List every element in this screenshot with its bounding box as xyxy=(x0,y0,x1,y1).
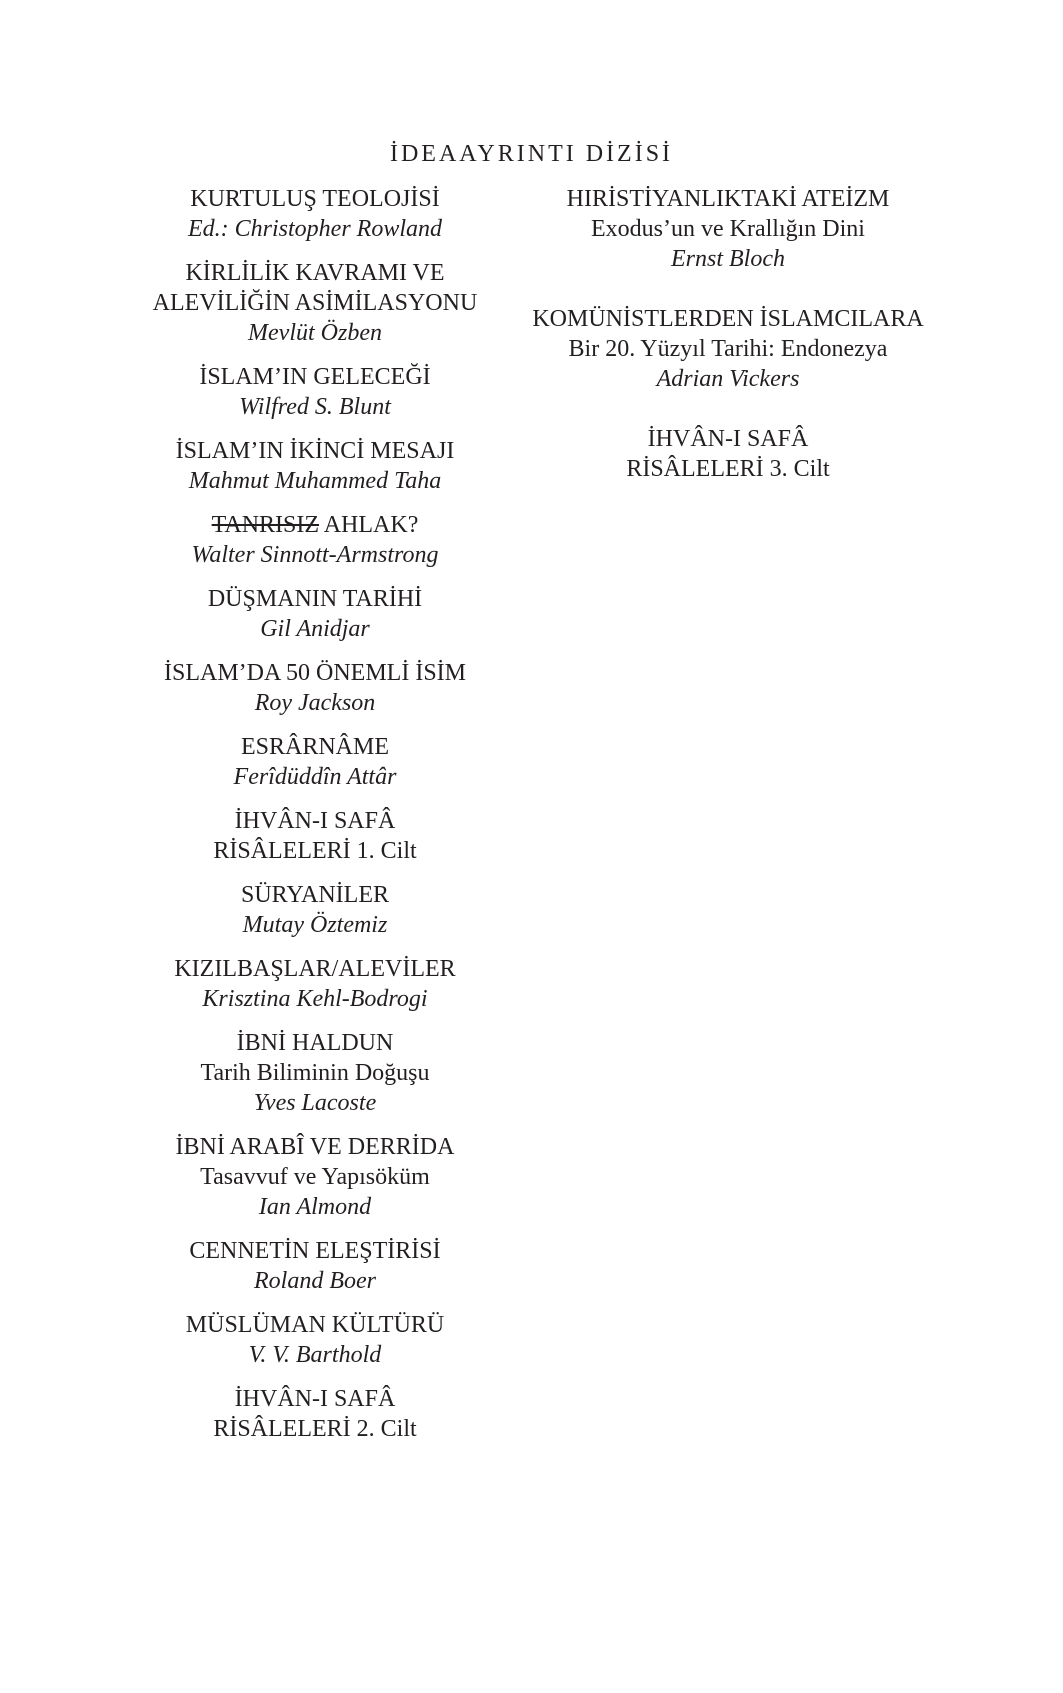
book-subtitle: Bir 20. Yüzyıl Tarihi: Endonezya xyxy=(568,336,888,362)
book-author: Mevlüt Özben xyxy=(248,320,382,346)
book-subtitle: Tarih Biliminin Doğuşu xyxy=(200,1060,430,1086)
book-author: Mutay Öztemiz xyxy=(242,912,388,938)
book-entry xyxy=(130,1236,500,1296)
book-author: Roy Jackson xyxy=(254,690,376,716)
book-title: ESRÂRNÂME xyxy=(240,734,390,760)
series-title: İDEAAYRINTI DİZİSİ xyxy=(389,141,674,167)
book-author: Wilfred S. Blunt xyxy=(239,394,391,420)
book-entry xyxy=(130,880,500,940)
book-entry xyxy=(130,658,500,718)
book-title: RİSÂLELERİ 3. Cilt xyxy=(626,456,830,482)
book-subtitle: Tasavvuf ve Yapısöküm xyxy=(200,1164,430,1190)
book-title: İHVÂN-I SAFÂ xyxy=(647,426,809,452)
book-title: CENNETİN ELEŞTİRİSİ xyxy=(189,1238,441,1264)
book-entry xyxy=(130,362,500,422)
book-author: Ed.: Christopher Rowland xyxy=(187,216,442,242)
book-author: Walter Sinnott-Armstrong xyxy=(191,542,439,568)
book-title: KURTULUŞ TEOLOJİSİ xyxy=(190,186,440,212)
book-title: RİSÂLELERİ 1. Cilt xyxy=(213,838,417,864)
book-author: Roland Boer xyxy=(254,1268,376,1294)
left-book-column xyxy=(130,184,500,1458)
book-entry xyxy=(130,510,500,570)
book-entry xyxy=(130,954,500,1014)
book-author: Krisztina Kehl-Bodrogi xyxy=(202,986,428,1012)
book-author: Ferîdüddîn Attâr xyxy=(233,764,397,790)
book-title: KIZILBAŞLAR/ALEVİLER xyxy=(174,956,456,982)
book-title-rest: AHLAK? xyxy=(319,512,419,538)
book-entry xyxy=(528,424,928,484)
book-author: V. V. Barthold xyxy=(248,1342,382,1368)
book-author: Ian Almond xyxy=(258,1194,372,1220)
book-entry xyxy=(130,258,500,348)
book-entry xyxy=(130,184,500,244)
book-title: HIRİSTİYANLIKTAKİ ATEİZM xyxy=(566,186,890,212)
book-entry xyxy=(130,436,500,496)
book-title: İSLAM’IN İKİNCİ MESAJI xyxy=(175,438,455,464)
book-author: Adrian Vickers xyxy=(656,366,800,392)
book-entry xyxy=(130,732,500,792)
book-title: MÜSLÜMAN KÜLTÜRÜ xyxy=(185,1312,445,1338)
book-title: KİRLİLİK KAVRAMI VE xyxy=(185,260,445,286)
book-title: İBNİ ARABÎ VE DERRİDA xyxy=(175,1134,455,1160)
book-title: İSLAM’DA 50 ÖNEMLİ İSİM xyxy=(164,660,466,686)
book-author: Mahmut Muhammed Taha xyxy=(188,468,442,494)
book-title: ALEVİLİĞİN ASİMİLASYONU xyxy=(152,290,478,316)
book-title: İHVÂN-I SAFÂ xyxy=(234,1386,396,1412)
struck-title-word: TANRISIZ xyxy=(211,512,320,538)
book-title: RİSÂLELERİ 2. Cilt xyxy=(213,1416,417,1442)
book-author: Ernst Bloch xyxy=(671,246,785,272)
book-author: Gil Anidjar xyxy=(260,616,370,642)
book-entry xyxy=(130,1310,500,1370)
right-book-column xyxy=(528,184,928,514)
book-author: Yves Lacoste xyxy=(253,1090,377,1116)
book-title: İSLAM’IN GELECEĞİ xyxy=(199,364,431,390)
book-title: İBNİ HALDUN xyxy=(236,1030,394,1056)
book-entry xyxy=(528,184,928,274)
book-entry xyxy=(130,806,500,866)
book-entry xyxy=(130,1132,500,1222)
book-subtitle: Exodus’un ve Krallığın Dini xyxy=(591,216,865,242)
book-title: İHVÂN-I SAFÂ xyxy=(234,808,396,834)
book-entry xyxy=(130,1028,500,1118)
book-entry xyxy=(130,1384,500,1444)
book-title: SÜRYANİLER xyxy=(240,882,390,908)
book-entry xyxy=(528,304,928,394)
book-title: DÜŞMANIN TARİHİ xyxy=(207,586,423,612)
book-entry xyxy=(130,584,500,644)
book-title xyxy=(130,510,500,540)
book-title: KOMÜNİSTLERDEN İSLAMCILARA xyxy=(532,306,924,332)
